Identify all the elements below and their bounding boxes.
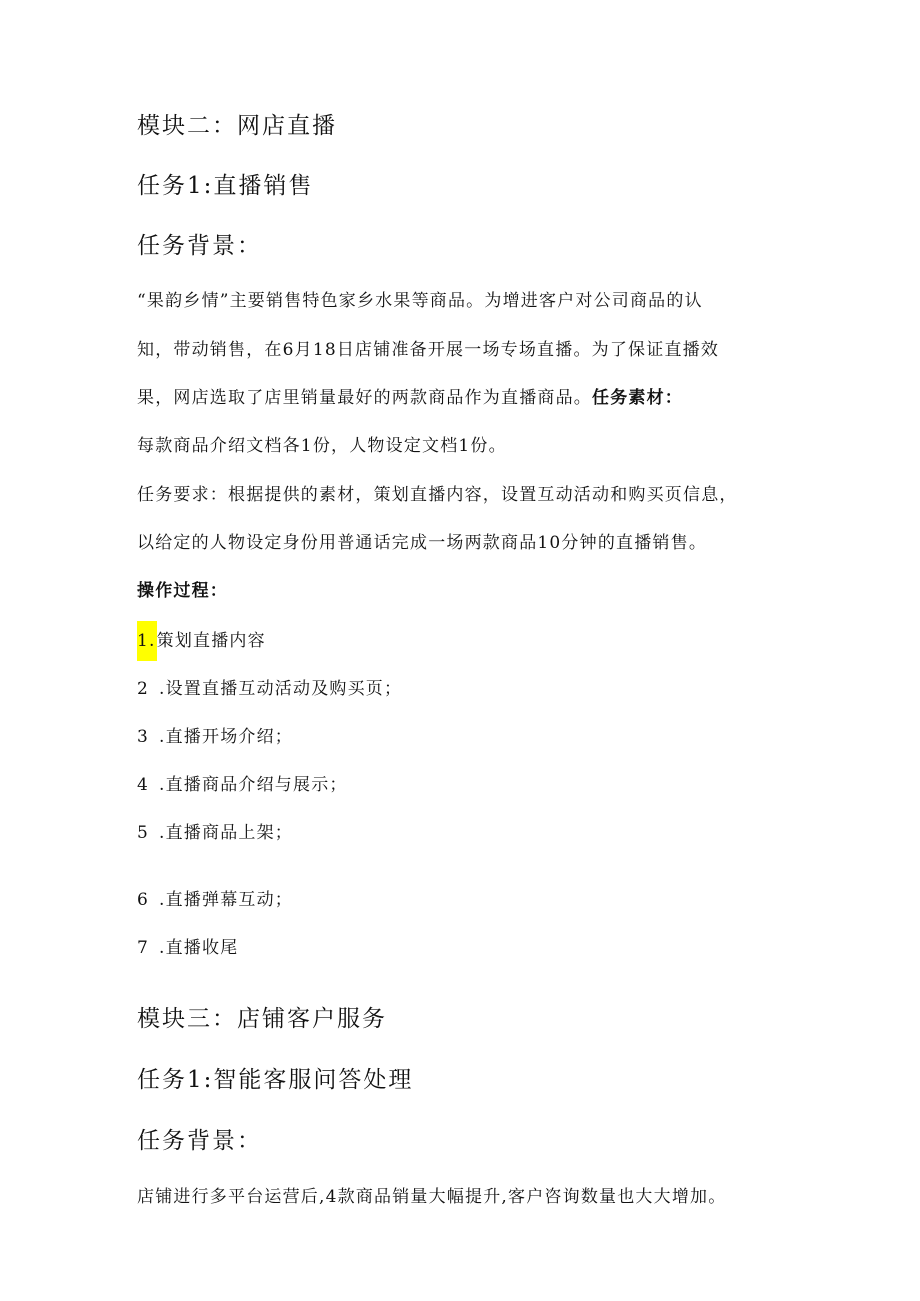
step-5-number: 5 [137, 823, 150, 843]
requirements-line-2: 以给定的人物设定身份用普通话完成一场两款商品10分钟的直播销售。 [137, 533, 708, 553]
step-6-text: .直播弹幕互动； [159, 890, 294, 910]
step-7 [137, 933, 238, 958]
module2-task-title: 任务1:直播销售 [137, 173, 314, 199]
step-4 [137, 770, 348, 795]
module3-background-text: 店铺进行多平台运营后,4款商品销量大幅提升,客户咨询数量也大大增加。 [137, 1187, 727, 1207]
step-2-text: .设置直播互动活动及购买页； [159, 679, 403, 699]
materials-label: 任务素材： [592, 388, 683, 408]
requirements-line-1: 任务要求：根据提供的素材，策划直播内容，设置互动活动和购买页信息， [137, 485, 738, 505]
background-line-2: 知，带动销售，在6月18日店铺准备开展一场专场直播。为了保证直播效 [137, 340, 720, 360]
process-heading: 操作过程： [137, 581, 228, 601]
step-4-number: 4 [137, 775, 150, 795]
step-7-number: 7 [137, 938, 150, 958]
module3-task-title: 任务1:智能客服问答处理 [137, 1067, 414, 1093]
step-1 [137, 626, 266, 651]
background-line-1: “果韵乡情”主要销售特色家乡水果等商品。为增进客户对公司商品的认 [137, 291, 703, 311]
module3-title: 模块三：店铺客户服务 [137, 1006, 387, 1032]
step-3-text: .直播开场介绍； [159, 727, 294, 747]
step-7-text: .直播收尾 [159, 938, 239, 958]
background-line-3 [137, 383, 683, 408]
step-1-text: 策划直播内容 [156, 631, 266, 651]
materials-text: 每款商品介绍文档各1份，人物设定文档1份。 [137, 436, 507, 456]
step-6 [137, 885, 293, 910]
step-5-text: .直播商品上架； [159, 823, 294, 843]
step-3 [137, 722, 293, 747]
step-1-number: 1. [137, 621, 157, 661]
step-3-number: 3 [137, 727, 150, 747]
module2-title: 模块二：网店直播 [137, 113, 337, 139]
step-4-text: .直播商品介绍与展示； [159, 775, 348, 795]
module3-background-heading: 任务背景： [137, 1128, 262, 1154]
background-line-3-text: 果，网店选取了店里销量最好的两款商品作为直播商品。 [137, 388, 592, 408]
module2-background-heading: 任务背景： [137, 233, 262, 259]
step-2-number: 2 [137, 679, 150, 699]
step-2 [137, 674, 402, 699]
step-5 [137, 818, 293, 843]
step-6-number: 6 [137, 890, 150, 910]
